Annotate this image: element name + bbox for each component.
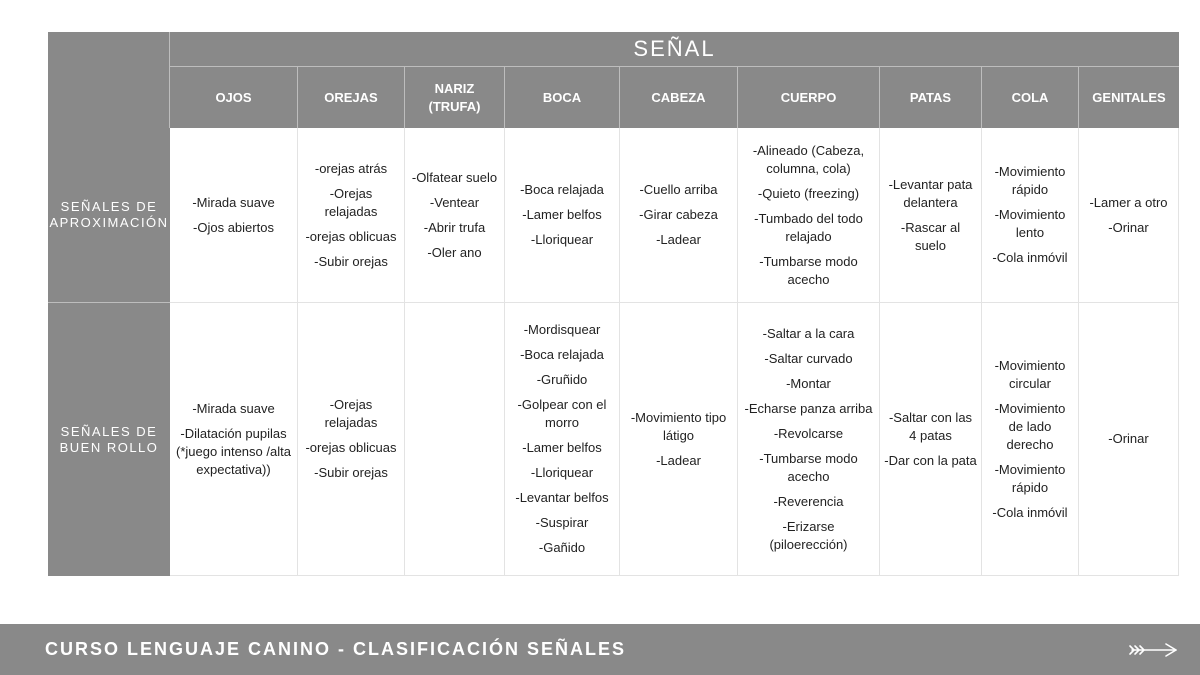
table-cell <box>298 303 405 576</box>
footer-title: CURSO LENGUAJE CANINO - CLASIFICACIÓN SEÑALES <box>45 639 627 659</box>
column-header-ojos: OJOS <box>170 67 298 128</box>
cell-item: -Dar con la pata <box>884 452 977 468</box>
table-cell <box>505 303 620 576</box>
cell-item: -Movimiento circular <box>994 357 1066 391</box>
cell-item: -Cola inmóvil <box>992 250 1068 265</box>
cell-item: -Golpear con el morro <box>517 397 607 430</box>
table-cell <box>620 303 738 576</box>
cell-item: -Cola inmóvil <box>992 504 1068 520</box>
cell-item: -Mordisquear <box>523 322 601 337</box>
cell-item: -Movimiento rápido <box>994 461 1066 495</box>
cell-item: -Ladear <box>656 452 701 468</box>
cell-item: -Ladear <box>656 232 701 247</box>
cell-item: -Cuello arriba <box>639 182 718 197</box>
row-header-aproximacion: SEÑALES DE APROXIMACIÓN <box>48 128 170 303</box>
cell-item: -Reverencia <box>773 493 844 509</box>
cell-item: -Tumbado del todo relajado <box>754 210 863 244</box>
cell-item: -Saltar a la cara <box>762 325 855 341</box>
cell-item: -Quieto (freezing) <box>757 185 860 201</box>
table-cell <box>1079 303 1179 576</box>
cell-item: -Orejas relajadas <box>324 185 378 219</box>
cell-item: -Girar cabeza <box>639 207 718 222</box>
cell-item: -Alineado (Cabeza, columna, cola) <box>752 142 865 176</box>
column-header-boca: BOCA <box>505 67 620 128</box>
cell-item: -Movimiento lento <box>994 207 1066 240</box>
column-header-cabeza: CABEZA <box>620 67 738 128</box>
cell-item: -Gruñido <box>536 372 588 387</box>
cell-item: -Oler ano <box>427 244 482 260</box>
table-cell <box>982 303 1079 576</box>
table-cell <box>880 303 982 576</box>
cell-item: -Mirada suave <box>192 400 275 416</box>
table-cell <box>1079 128 1179 303</box>
cell-item: -Orinar <box>1108 219 1149 235</box>
cell-item: -Orejas relajadas <box>324 397 378 430</box>
footer-bar <box>0 624 1200 675</box>
cell-item: -Ojos abiertos <box>193 219 274 235</box>
cell-item: -Erizarse (piloerección) <box>769 518 848 552</box>
cell-item: -Boca relajada <box>520 182 604 197</box>
cell-item: -Movimiento rápido <box>994 164 1066 197</box>
cell-item: -Movimiento de lado derecho <box>994 400 1066 452</box>
cell-item: -Gañido <box>538 540 586 555</box>
table-cell <box>405 128 505 303</box>
cell-item: -Mirada suave <box>192 194 275 210</box>
column-header-cuerpo: CUERPO <box>738 67 880 128</box>
cell-item: -Abrir trufa <box>423 219 486 235</box>
table-cell <box>405 303 505 576</box>
table-cell <box>620 128 738 303</box>
column-header-orejas: OREJAS <box>298 67 405 128</box>
cell-item: -Tumbarse modo acecho <box>759 450 858 484</box>
table-cell <box>170 303 298 576</box>
cell-item: -Revolcarse <box>773 425 844 441</box>
cell-item: -Lamer belfos <box>522 440 602 455</box>
column-header-nariz: NARIZ (TRUFA) <box>405 67 505 128</box>
table-cell <box>505 128 620 303</box>
arrow-right-icon[interactable] <box>1128 641 1180 664</box>
table-cell <box>738 303 880 576</box>
column-header-genitales: GENITALES <box>1079 67 1179 128</box>
cell-item: -Lloriquear <box>530 232 594 247</box>
cell-item: -Subir orejas <box>314 465 388 480</box>
cell-item: -orejas atrás <box>314 160 388 176</box>
cell-item: -Ventear <box>429 194 480 210</box>
cell-item: -Boca relajada <box>520 347 604 362</box>
cell-item: -Lamer belfos <box>522 207 602 222</box>
cell-item: -Movimiento tipo látigo <box>630 409 727 443</box>
table-title: SEÑAL <box>170 32 1179 67</box>
table-corner <box>48 32 170 128</box>
cell-item: -Levantar pata delantera <box>888 176 973 210</box>
cell-item: -Tumbarse modo acecho <box>759 253 858 287</box>
column-header-cola: COLA <box>982 67 1079 128</box>
cell-item: -Suspirar <box>535 515 589 530</box>
cell-item: -Saltar curvado <box>764 350 853 366</box>
table-cell <box>880 128 982 303</box>
cell-item: -Subir orejas <box>314 253 388 269</box>
cell-item: -Lloriquear <box>530 465 594 480</box>
column-header-patas: PATAS <box>880 67 982 128</box>
cell-item: -Orinar <box>1108 431 1149 446</box>
table-cell <box>298 128 405 303</box>
cell-item: -Dilatación pupilas (*juego intenso /alta expectativa)) <box>176 425 291 477</box>
row-header-buen-rollo: SEÑALES DE BUEN ROLLO <box>48 303 170 576</box>
table-cell <box>170 128 298 303</box>
cell-item: -Saltar con las 4 patas <box>888 409 973 443</box>
cell-item: -orejas oblicuas <box>305 228 397 244</box>
cell-item: -Montar <box>786 375 831 391</box>
table-cell <box>982 128 1079 303</box>
cell-item: -Lamer a otro <box>1089 194 1168 210</box>
table-cell <box>738 128 880 303</box>
cell-item: -Olfatear suelo <box>411 169 498 185</box>
cell-item: -Echarse panza arriba <box>744 400 873 416</box>
signals-table <box>48 32 1179 576</box>
cell-item: -Levantar belfos <box>515 490 609 505</box>
cell-item: -Rascar al suelo <box>900 219 961 253</box>
cell-item: -orejas oblicuas <box>305 440 397 455</box>
